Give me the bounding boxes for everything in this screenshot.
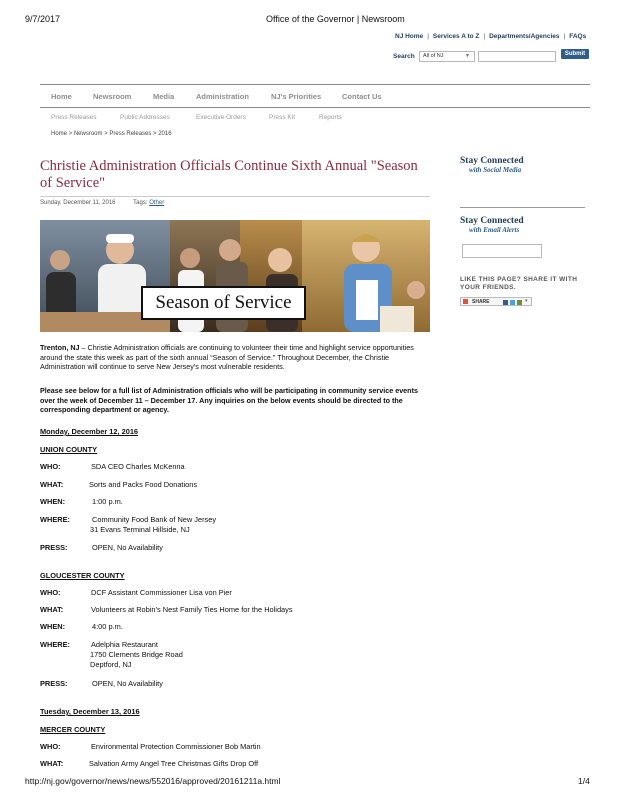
search-scope-select[interactable] xyxy=(419,51,475,62)
county-union: UNION COUNTY xyxy=(40,445,98,454)
season-of-service-banner xyxy=(40,220,430,332)
footer-url: http://nj.gov/governor/news/news/552016/approved/20161211a.html xyxy=(25,776,281,786)
label-where: WHERE: xyxy=(40,515,70,524)
ev2-what: Volunteers at Robin’s Nest Family Ties Home for the Holidays xyxy=(91,605,293,614)
search-submit-button[interactable]: Submit xyxy=(561,49,589,59)
subnav-public-addresses[interactable]: Public Addresses xyxy=(120,114,170,121)
banner-caption-box xyxy=(141,286,306,320)
faqs-link[interactable]: FAQs xyxy=(569,33,587,40)
ev1-where-2: 31 Evans Terminal Hillside, NJ xyxy=(90,525,190,534)
share-label: SHARE xyxy=(472,299,490,305)
stay-connected-social-heading: Stay Connected xyxy=(460,156,524,166)
label-who: WHO: xyxy=(40,462,61,471)
subnav-reports[interactable]: Reports xyxy=(319,114,342,121)
email-share-icon xyxy=(517,300,522,305)
nav-top-rule xyxy=(40,84,590,85)
ev2-who: DCF Assistant Commissioner Lisa von Pier xyxy=(91,588,232,597)
nav-administration[interactable]: Administration xyxy=(196,92,249,101)
intro-paragraph xyxy=(40,343,430,372)
ev3-who: Environmental Protection Commissioner Bob Martin xyxy=(91,742,261,751)
label-when: WHEN: xyxy=(40,497,66,506)
ev2-when: 4:00 p.m. xyxy=(92,622,123,631)
tag-link[interactable]: Other xyxy=(149,200,165,206)
label-what: WHAT: xyxy=(40,759,64,768)
nav-home[interactable]: Home xyxy=(51,92,72,101)
nav-media[interactable]: Media xyxy=(153,92,175,101)
banner-caption: Season of Service xyxy=(155,292,292,313)
label-what: WHAT: xyxy=(40,480,64,489)
ev1-when: 1:00 p.m. xyxy=(92,497,123,506)
article-date: Sunday, December 11, 2016 xyxy=(40,200,116,206)
stay-connected-email-heading: Stay Connected xyxy=(460,216,524,226)
search-input[interactable] xyxy=(478,51,556,62)
ev1-who: SDA CEO Charles McKenna xyxy=(91,462,185,471)
label-what: WHAT: xyxy=(40,605,64,614)
ev1-press: OPEN, No Availability xyxy=(92,543,163,552)
nav-bottom-rule xyxy=(40,107,590,108)
intro-text: – Christie Administration officials are continuing to volunteer their time and highlight service opportunities around the state this week as part of the sixth annual “Season of Service.” Throughout December, the Christie Administration will continue to serve New Jersey’s most vulnerable residents. xyxy=(40,343,414,372)
ev2-where-2: 1750 Clements Bridge Road xyxy=(90,650,183,659)
label-who: WHO: xyxy=(40,742,61,751)
nav-priorities[interactable]: NJ's Priorities xyxy=(271,92,322,101)
sidebar-rule xyxy=(460,207,585,208)
event-date-monday: Monday, December 12, 2016 xyxy=(40,427,139,436)
subnav-press-kit[interactable]: Press Kit xyxy=(269,114,296,121)
notice-paragraph: Please see below for a full list of Administration officials who will be participating in community service events over the week of December 11 – December 17. Any inquiries on the below events should be directed to the corresponding department or agency. xyxy=(40,386,418,415)
ev3-what: Salvation Army Angel Tree Christmas Gifts Drop Off xyxy=(89,759,259,768)
ev2-press: OPEN, No Availability xyxy=(92,679,163,688)
chevron-down-icon: ▼ xyxy=(465,53,470,59)
print-date: 9/7/2017 xyxy=(25,14,61,24)
share-prompt: LIKE THIS PAGE? SHARE IT WITH YOUR FRIENDS. xyxy=(460,276,578,291)
nav-newsroom[interactable]: Newsroom xyxy=(93,92,132,101)
nj-home-link[interactable]: NJ Home xyxy=(395,33,424,40)
stay-connected-email-sub[interactable]: with Email Alerts xyxy=(469,226,520,234)
share-plus-icon xyxy=(463,299,468,304)
ev1-what: Sorts and Packs Food Donations xyxy=(89,480,198,489)
footer-page: 1/4 xyxy=(578,776,590,786)
label-who: WHO: xyxy=(40,588,61,597)
ev2-where-1: Adelphia Restaurant xyxy=(91,640,158,649)
search-label: Search xyxy=(393,53,415,60)
ev1-where-1: Community Food Bank of New Jersey xyxy=(92,515,217,524)
facebook-icon xyxy=(503,300,508,305)
label-when: WHEN: xyxy=(40,622,66,631)
departments-link[interactable]: Departments/Agencies xyxy=(489,33,560,40)
title-rule xyxy=(40,196,430,197)
print-title: Office of the Governor | Newsroom xyxy=(266,14,405,24)
services-link[interactable]: Services A to Z xyxy=(432,33,480,40)
share-button[interactable] xyxy=(460,297,532,306)
top-links: NJ Home | Services A to Z | Departments/Agencies | FAQs xyxy=(395,33,587,40)
event-date-tuesday: Tuesday, December 13, 2016 xyxy=(40,707,140,716)
ev2-where-3: Deptford, NJ xyxy=(90,660,132,669)
chevron-down-icon: ▾ xyxy=(525,298,528,304)
breadcrumb[interactable]: Home > Newsroom > Press Releases > 2016 xyxy=(51,131,172,137)
label-press: PRESS: xyxy=(40,543,68,552)
county-gloucester: GLOUCESTER COUNTY xyxy=(40,571,125,580)
subnav-executive-orders[interactable]: Executive Orders xyxy=(196,114,246,121)
tags-label: Tags: xyxy=(133,200,148,206)
email-alert-input[interactable] xyxy=(462,244,542,258)
search-scope-value: All of NJ xyxy=(423,53,444,59)
label-press: PRESS: xyxy=(40,679,68,688)
page-title: Christie Administration Officials Continue Sixth Annual "Season of Service" xyxy=(40,158,418,191)
twitter-icon xyxy=(510,300,515,305)
subnav-press-releases[interactable]: Press Releases xyxy=(51,114,97,121)
article-meta xyxy=(40,200,164,206)
county-mercer: MERCER COUNTY xyxy=(40,725,106,734)
stay-connected-social-sub[interactable]: with Social Media xyxy=(469,166,522,174)
label-where: WHERE: xyxy=(40,640,70,649)
intro-dateline: Trenton, NJ xyxy=(40,343,80,352)
nav-contact[interactable]: Contact Us xyxy=(342,92,382,101)
